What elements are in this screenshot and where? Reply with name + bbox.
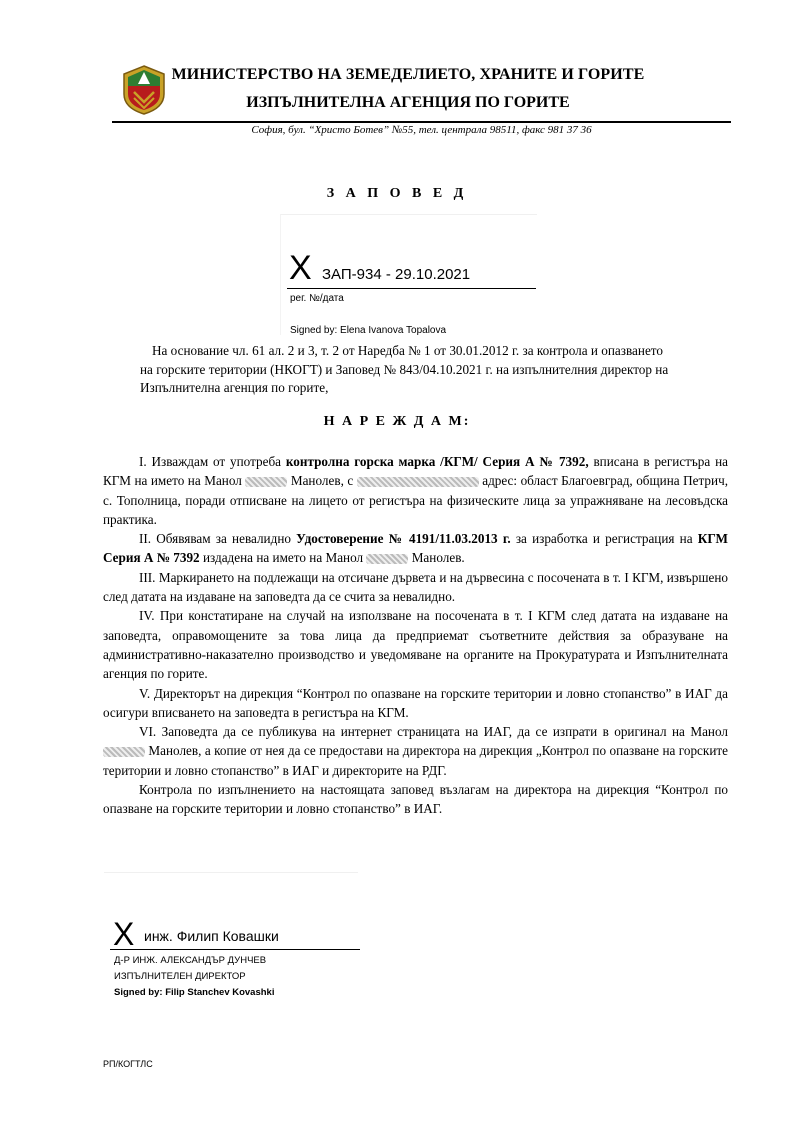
control-clause: Контрола по изпълнението на настоящата заповед възлагам на директора на дирекция “Контрол по опазване на горските територии и ловно стопанство” в ИАГ. bbox=[103, 782, 728, 817]
redacted-text bbox=[366, 554, 408, 564]
director-signed-by: Signed by: Filip Stanchev Kovashki bbox=[114, 987, 275, 998]
director-name: Д-Р ИНЖ. АЛЕКСАНДЪР ДУНЧЕВ bbox=[114, 955, 267, 966]
signer-name: инж. Филип Ковашки bbox=[144, 928, 279, 944]
registration-number: ЗАП-934 - 29.10.2021 bbox=[322, 266, 471, 283]
order-body bbox=[103, 452, 728, 819]
header-divider bbox=[112, 121, 731, 123]
signature-mark: X bbox=[113, 916, 135, 952]
redacted-text bbox=[103, 747, 145, 757]
ministry-name: МИНИСТЕРСТВО НА ЗЕМЕДЕЛИЕТО, ХРАНИТЕ И ГОРИТЕ bbox=[171, 66, 645, 83]
agency-name: ИЗПЪЛНИТЕЛНА АГЕНЦИЯ ПО ГОРИТЕ bbox=[246, 94, 570, 111]
preamble-text: На основание чл. 61 ал. 2 и 3, т. 2 от Наредба № 1 от 30.01.2012 г. за контрола и опазването на горските територии (НКОГТ) и Заповед № 843/04.10.2021 г. на изпълнителния директор на Изпълнителна агенция по горите, bbox=[140, 343, 669, 395]
signature-line bbox=[287, 288, 536, 289]
agency-logo bbox=[120, 64, 168, 116]
order-item-2: II. Обявявам за невалидно Удостоверение № 4191/11.03.2013 г. за изработка и регистрация на КГМ Серия А № 7392 издадена на името на Манол Манолев. bbox=[103, 531, 729, 566]
order-item-1: I. Изваждам от употреба контролна горска марка /КГМ/ Серия А № 7392, вписана в регистъра на КГМ на името на Манол Манолев, с адрес: област Благоевград, община Петрич, с. Тополница, поради отписване на лицето от регистъра на физическите лица за упражняване на лесовъдска практика. bbox=[103, 454, 728, 527]
registration-label: рег. №/дата bbox=[290, 293, 344, 304]
order-item-3: III. Маркирането на подлежащи на отсичане дървета и на дървесина с посочената в т. I КГМ, извършено след датата на издаване на заповедта да се счита за невалидно. bbox=[103, 569, 728, 605]
director-position: ИЗПЪЛНИТЕЛЕН ДИРЕКТОР bbox=[114, 971, 246, 982]
order-heading: Н А Р Е Ж Д А М: bbox=[323, 414, 471, 429]
order-item-5: V. Директорът на дирекция “Контрол по опазване на горските територии и ловно стопанство” в ИАГ да осигури вписването на заповедта в регистъра на КГМ. bbox=[103, 685, 728, 720]
signature-mark: X bbox=[289, 249, 312, 287]
order-item-6: VI. Заповедта да се публикува на интернет страницата на ИАГ, да се изпрати в оригинал на Манол Манолев, а копие от нея да се предостави на директора на дирекция „Контрол по опазване на горските територии и ловно стопанство” в ИАГ и директорите на РДГ. bbox=[103, 724, 728, 778]
redacted-text bbox=[357, 477, 479, 487]
order-item-4: IV. При констатиране на случай на използване на посочената в т. I КГМ след датата на издаване на заповедта, оправомощените за това лица да предприемат съответните действия за образуване на административно-наказателно производство и уведомяване на органите на Прокуратурата и Изпълнителната агенция по горите. bbox=[103, 608, 728, 682]
footer-code: РП/КОГТЛС bbox=[103, 1059, 153, 1069]
registration-signed-by: Signed by: Elena Ivanova Topalova bbox=[290, 325, 447, 336]
document-title: З А П О В Е Д bbox=[326, 186, 468, 201]
redacted-text bbox=[245, 477, 287, 487]
agency-address: София, бул. “Христо Ботев” №55, тел. централа 98511, факс 981 37 36 bbox=[251, 124, 592, 136]
signature-line bbox=[110, 949, 360, 950]
